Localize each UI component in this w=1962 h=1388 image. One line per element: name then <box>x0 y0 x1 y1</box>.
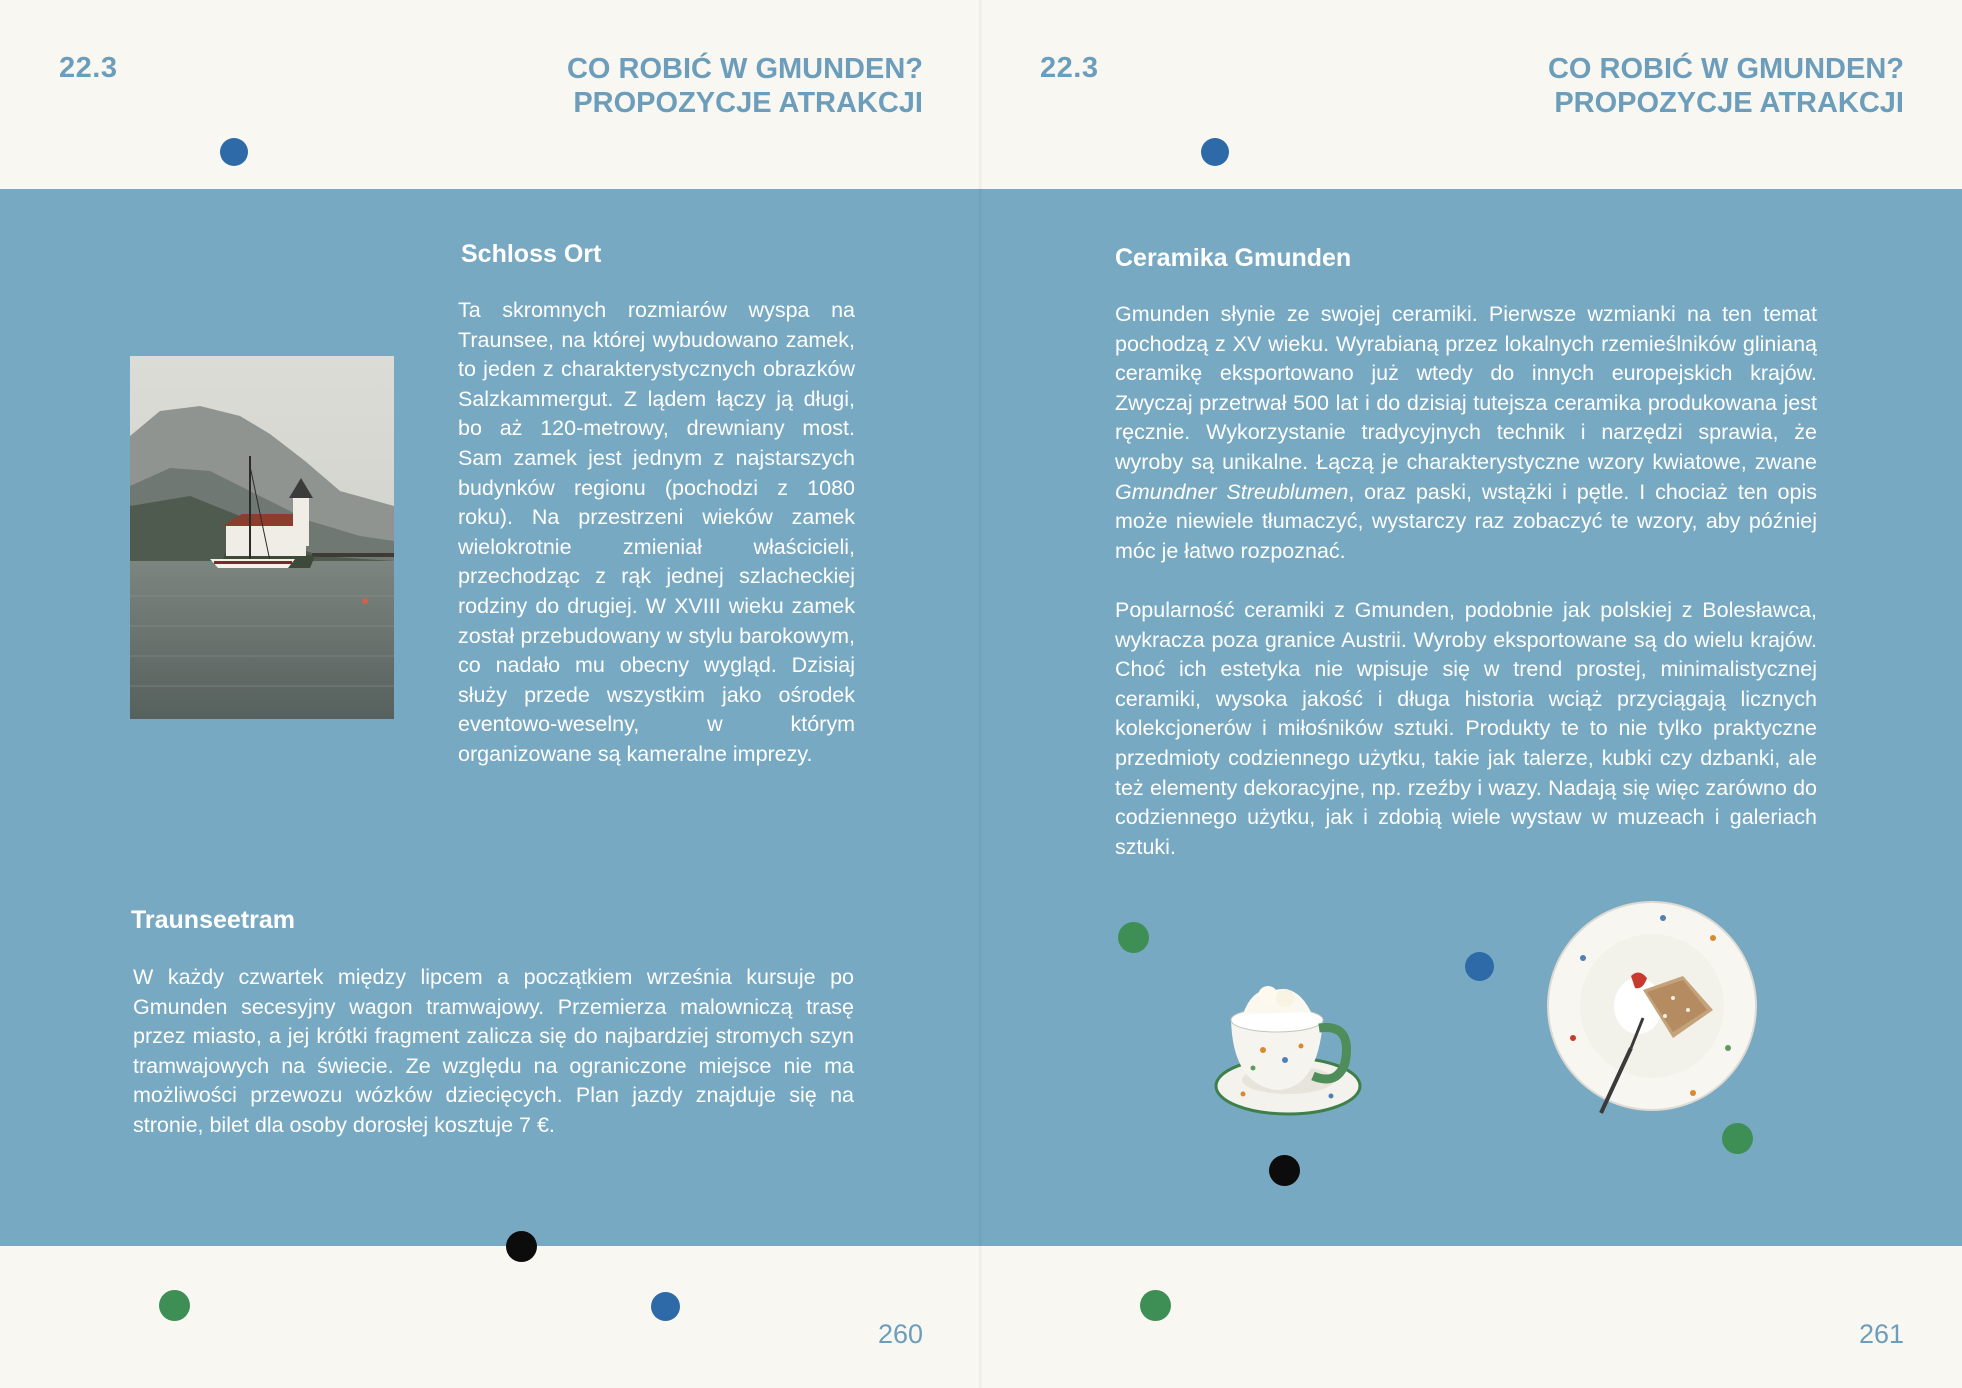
lake-castle-photo <box>130 356 394 719</box>
section-text-traunseetram: W każdy czwartek między lipcem a początkiem września kursuje po Gmunden secesyjny wagon tramwajowy. Przemierza malowniczą trasę przez miasto, a jej krótki fragment zalicza się do najbardziej stromych szyn tramwajowych na świecie. Ze względu na ograniczone miejsce nie ma możliwości przewozu wózków dziecięcych. Plan jazdy znajduje się na stronie, bilet dla osoby dorosłej kosztuje 7 €. <box>133 965 854 1137</box>
decor-dot-blue <box>1201 138 1229 166</box>
page-number: 260 <box>877 1319 923 1349</box>
ceramika-text-italic: Gmundner Streublumen <box>1115 479 1349 504</box>
chapter-number: 22.3 <box>1040 52 1099 84</box>
section-heading-schloss-ort: Schloss Ort <box>461 240 602 268</box>
decor-dot-blue <box>1465 952 1494 981</box>
chapter-title <box>1548 52 1904 120</box>
decor-dot-black <box>506 1231 537 1262</box>
chapter-title-line2: PROPOZYCJE ATRAKCJI <box>1554 87 1904 119</box>
ceramic-plate-with-cake <box>1543 898 1761 1124</box>
section-text-ceramika-1 <box>1115 300 1817 566</box>
ceramika-text-part1: Gmunden słynie ze swojej ceramiki. Pierwsze wzmianki na ten temat pochodzą z XV wieku. Wyrabianą przez lokalnych rzemieślników glinianą ceramikę eksportowano już wtedy do innych europejskich krajów. Zwyczaj przetrwał 500 lat i do dzisiaj tutejsza ceramika produkowana jest ręcznie. Wykorzystanie tradycyjnych technik i narzędzi sprawia, że wyroby są unikalne. Łączą je charakterystyczne wzory kwiatowe, zwane <box>1115 302 1817 474</box>
chapter-number: 22.3 <box>59 52 118 84</box>
page-number: 261 <box>1858 1319 1904 1349</box>
right-page <box>981 0 1962 1388</box>
section-text-schloss-ort: Ta skromnych rozmiarów wyspa na Traunsee, na której wybudowano zamek, to jeden z charakterystycznych obrazków Salzkammergut. Z lądem łączy ją długi, bo aż 120-metrowy, drewniany most. Sam zamek jest jednym z najstarszych budynków regionu (pochodzi z 1080 roku). Na przestrzeni wieków zamek wielokrotnie zmieniał właścicieli, przechodząc z rąk jednej szlacheckiej rodziny do drugiej. W XVIII wieku zamek został przebudowany w stylu barokowym, co nadało mu obecny wygląd. Dzisiaj służy przede wszystkim jako ośrodek eventowo-weselny, w którym organizowane są kameralne imprezy. <box>458 298 855 766</box>
ceramika-text-part2: , oraz paski, wstążki i pętle. I chociaż ten opis może niewiele tłumaczyć, wystarczy raz zobaczyć te wzory, aby później móc je łatwo rozpoznać. <box>1115 479 1817 563</box>
decor-dot-green <box>1722 1123 1753 1154</box>
section-heading-traunseetram: Traunseetram <box>131 906 295 934</box>
chapter-title <box>567 52 923 120</box>
section-text-ceramika-2: Popularność ceramiki z Gmunden, podobnie jak polskiej z Bolesławca, wykracza poza granice Austrii. Wyroby eksportowane są do wielu krajów. Choć ich estetyka nie wpisuje się w trend prostej, minimalistycznej ceramiki, wysoka jakość i długa historia wciąż przyciągają licznych kolekcjonerów i miłośników sztuki. Produkty te to nie tylko praktyczne przedmioty codziennego użytku, takie jak talerze, kubki czy dzbanki, ale też elementy dekoracyjne, np. rzeźby i wazy. Nadają się więc zarówno do codziennego użytku, jak i zdobią wiele wystaw w muzeach i galeriach sztuki. <box>1115 598 1817 859</box>
decor-dot-blue <box>651 1292 680 1321</box>
section-heading-ceramika: Ceramika Gmunden <box>1115 244 1352 272</box>
decor-dot-green <box>1140 1290 1171 1321</box>
chapter-title-line1: CO ROBIĆ W GMUNDEN? <box>1547 53 1904 85</box>
ceramic-cup-with-saucer <box>1213 968 1363 1124</box>
decor-dot-green <box>1118 922 1149 953</box>
chapter-title-line1: CO ROBIĆ W GMUNDEN? <box>566 53 923 85</box>
decor-dot-black <box>1269 1155 1300 1186</box>
page-gutter <box>979 0 983 1388</box>
decor-dot-green <box>159 1290 190 1321</box>
decor-dot-blue <box>220 138 248 166</box>
chapter-title-line2: PROPOZYCJE ATRAKCJI <box>573 87 923 119</box>
